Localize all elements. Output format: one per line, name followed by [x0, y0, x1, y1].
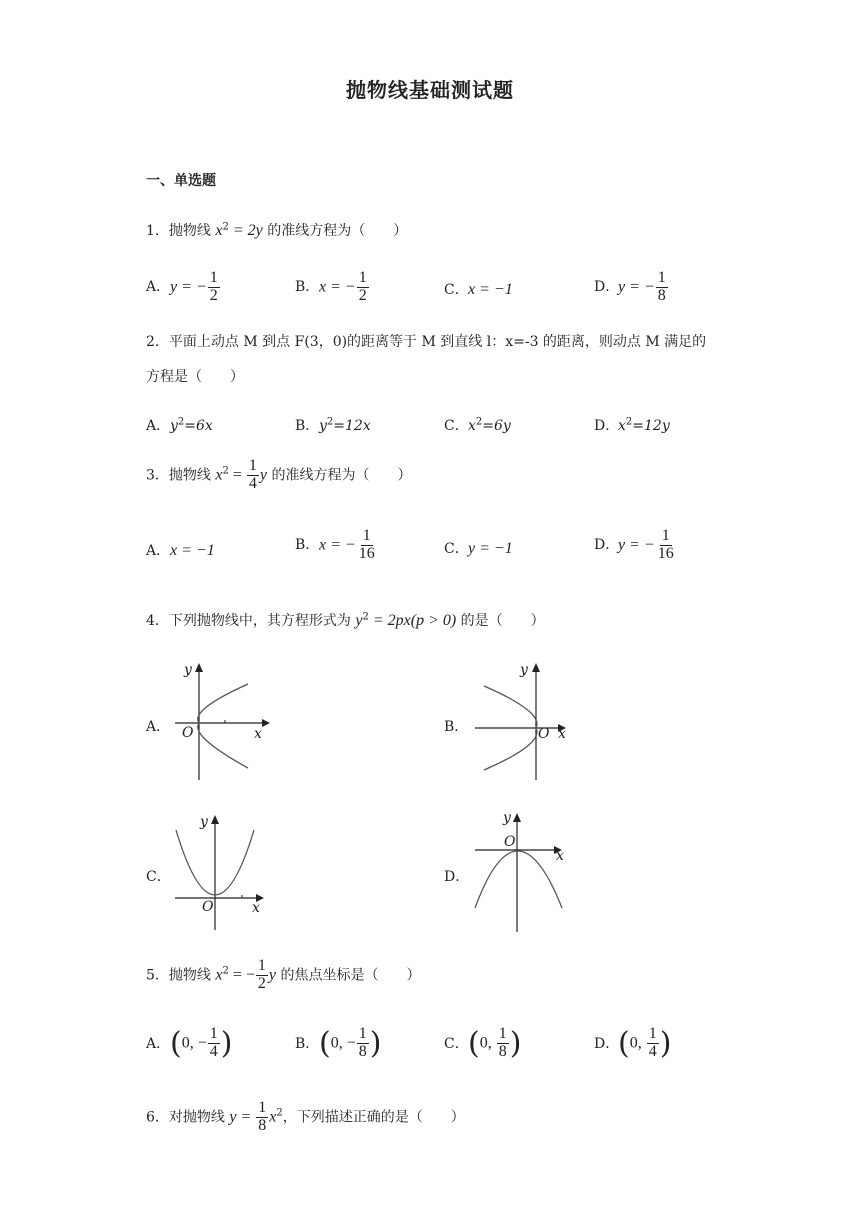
axis-label-y: y	[520, 662, 528, 678]
fraction-numerator: 1	[498, 1025, 507, 1043]
option-eq: x = −	[319, 278, 356, 296]
option-b[interactable]	[295, 528, 378, 563]
fraction-numerator: 1	[257, 957, 266, 974]
option-var: y	[170, 418, 178, 434]
fraction-denominator: 16	[657, 544, 674, 562]
origin-label: O	[504, 834, 516, 850]
option-label: D．	[594, 1035, 620, 1052]
option-eq: y = −	[618, 536, 655, 554]
fraction-numerator: 1	[362, 527, 371, 544]
axis-label-x: x	[558, 726, 566, 742]
question-number: 5．	[146, 967, 169, 984]
question-text: 的焦点坐标是（ ）	[280, 967, 421, 984]
option-a[interactable]	[146, 270, 221, 305]
equation-var: x	[215, 966, 223, 984]
equation-lhs: y =	[229, 1108, 256, 1126]
option-a-label[interactable]: A．	[146, 719, 171, 735]
question-text: 的是（ ）	[460, 613, 545, 629]
option-b[interactable]	[295, 270, 370, 305]
fraction-denominator: 16	[358, 544, 375, 562]
option-d-label[interactable]: D．	[444, 869, 470, 885]
exponent: 2	[362, 611, 369, 623]
option-label: B．	[295, 1035, 320, 1052]
option-var: y	[319, 418, 327, 434]
option-label: C．	[444, 541, 469, 557]
fraction-numerator: 1	[209, 1025, 218, 1043]
fraction-denominator: 2	[209, 286, 218, 304]
option-label: C．	[444, 1035, 469, 1052]
fraction-numerator: 1	[657, 269, 666, 286]
fraction-denominator: 4	[248, 474, 257, 492]
option-label: A．	[146, 543, 171, 559]
option-var: x	[468, 418, 476, 434]
equation-op: =	[228, 466, 246, 484]
option-c[interactable]	[444, 415, 511, 435]
question-number: 6．	[146, 1109, 169, 1126]
option-eq: =6y	[482, 418, 511, 434]
option-var: x	[618, 418, 626, 434]
option-d[interactable]: D．(0, $\frac{1}{4}$ )	[594, 1025, 672, 1061]
exponent: 2	[222, 965, 229, 977]
exponent: 2	[625, 416, 633, 428]
fraction-numerator: 1	[648, 1025, 657, 1043]
graph-c[interactable]	[170, 810, 280, 935]
origin-label: O	[202, 899, 214, 915]
equation-op: = −	[228, 966, 255, 984]
option-eq: x = −1	[468, 281, 513, 298]
option-b-label[interactable]: B．	[444, 719, 469, 735]
option-label: A．	[146, 418, 171, 434]
axis-label-x: x	[252, 900, 260, 916]
fraction-numerator: 1	[209, 269, 218, 286]
option-eq: =12y	[632, 418, 670, 434]
question-text: 的准线方程为（ ）	[271, 467, 412, 484]
option-c[interactable]	[444, 279, 513, 299]
question-text: 的准线方程为（ ）	[267, 223, 408, 239]
fraction-denominator: 2	[358, 286, 367, 304]
option-label: A．	[146, 279, 171, 296]
option-eq: x = −	[319, 536, 356, 554]
fraction-denominator: 4	[648, 1043, 657, 1060]
option-eq: 0, −	[330, 1034, 356, 1052]
question-2-line2: 方程是（ ）	[146, 369, 244, 385]
exponent: 2	[177, 416, 185, 428]
equation-var: y	[268, 966, 277, 984]
question-text: 平面上动点 M 到点 F(3，0)的距离等于 M 到直线 l：x=-3 的距离，则动点 M 满足的	[168, 334, 707, 350]
graph-d[interactable]	[470, 808, 580, 936]
question-text: 对抛物线	[168, 1109, 225, 1126]
option-label: C．	[444, 282, 469, 298]
option-label: B．	[295, 537, 320, 554]
origin-label: O	[182, 725, 194, 741]
question-number: 1．	[146, 223, 169, 239]
question-text: 下列抛物线中，其方程形式为	[168, 613, 351, 629]
question-6	[146, 1100, 465, 1135]
equation-var: x	[269, 1108, 277, 1126]
question-3	[146, 458, 411, 493]
question-text: ，下列描述正确的是（ ）	[282, 1109, 465, 1126]
question-5	[146, 958, 420, 993]
exponent: 2	[475, 416, 483, 428]
question-4	[146, 610, 545, 630]
exponent: 2	[276, 1107, 283, 1119]
option-a[interactable]	[146, 415, 213, 435]
fraction-numerator: 1	[258, 1099, 267, 1116]
option-b[interactable]	[295, 415, 371, 435]
question-number: 2．	[146, 334, 169, 350]
fraction-denominator: 8	[258, 1116, 267, 1134]
option-eq: 0,	[629, 1034, 646, 1052]
option-d[interactable]	[594, 528, 677, 563]
option-a[interactable]	[146, 540, 215, 560]
axis-label-y: y	[503, 810, 511, 826]
equation-rhs: = 2px(p > 0)	[368, 612, 457, 629]
graph-b[interactable]	[470, 660, 580, 785]
option-eq: x = −1	[170, 542, 215, 559]
fraction-numerator: 1	[358, 1025, 367, 1043]
option-label: D．	[594, 537, 620, 554]
option-label: B．	[295, 279, 320, 296]
question-number: 3．	[146, 467, 169, 484]
option-eq: =6x	[184, 418, 213, 434]
equation-var: x	[215, 222, 223, 239]
question-text: 抛物线	[168, 967, 211, 984]
option-label: C．	[444, 418, 469, 434]
origin-label: O	[538, 726, 550, 742]
exponent: 2	[222, 221, 229, 233]
graph-a[interactable]	[170, 660, 280, 785]
question-text: 抛物线	[168, 223, 211, 239]
exponent: 2	[326, 416, 334, 428]
fraction-numerator: 1	[661, 527, 670, 544]
fraction-denominator: 8	[657, 286, 666, 304]
option-b[interactable]: B．(0, − $\frac{1}{8}$ )	[295, 1025, 382, 1061]
axis-label-y: y	[200, 814, 208, 830]
fraction-numerator: 1	[358, 269, 367, 286]
fraction-denominator: 8	[498, 1043, 507, 1060]
fraction-numerator: 1	[248, 457, 257, 474]
option-a[interactable]: A．(0, − $\frac{1}{4}$ )	[146, 1025, 233, 1061]
fraction-denominator: 8	[358, 1043, 367, 1060]
option-eq: =12x	[333, 418, 371, 434]
option-d[interactable]	[594, 270, 669, 305]
question-text: 抛物线	[168, 467, 211, 484]
axis-label-x: x	[556, 848, 564, 864]
option-eq: y = −1	[468, 540, 513, 557]
page-title: 抛物线基础测试题	[346, 78, 514, 102]
option-label: A．	[146, 1035, 171, 1052]
question-2	[146, 331, 706, 351]
option-d[interactable]	[594, 415, 670, 435]
option-eq: y = −	[618, 278, 655, 296]
option-c[interactable]	[444, 538, 513, 558]
fraction-denominator: 4	[209, 1043, 218, 1060]
fraction-denominator: 2	[257, 974, 266, 992]
option-c[interactable]: C．(0, $\frac{1}{8}$ )	[444, 1025, 522, 1061]
option-eq: 0, −	[181, 1034, 207, 1052]
question-number: 4．	[146, 613, 169, 629]
exponent: 2	[222, 465, 229, 477]
option-label: D．	[594, 418, 620, 434]
axis-label-x: x	[254, 726, 262, 742]
equation-var: y	[355, 612, 363, 629]
option-eq: y = −	[170, 278, 207, 296]
option-c-label[interactable]: C．	[146, 869, 171, 885]
equation-var: x	[215, 466, 223, 484]
option-label: B．	[295, 418, 320, 434]
axis-label-y: y	[184, 662, 192, 678]
equation-var: y	[259, 466, 267, 484]
option-label: D．	[594, 279, 620, 296]
equation-rhs: = 2y	[228, 222, 263, 239]
option-eq: 0,	[479, 1034, 496, 1052]
section-heading: 一、单选题	[146, 173, 216, 189]
question-1	[146, 220, 407, 240]
